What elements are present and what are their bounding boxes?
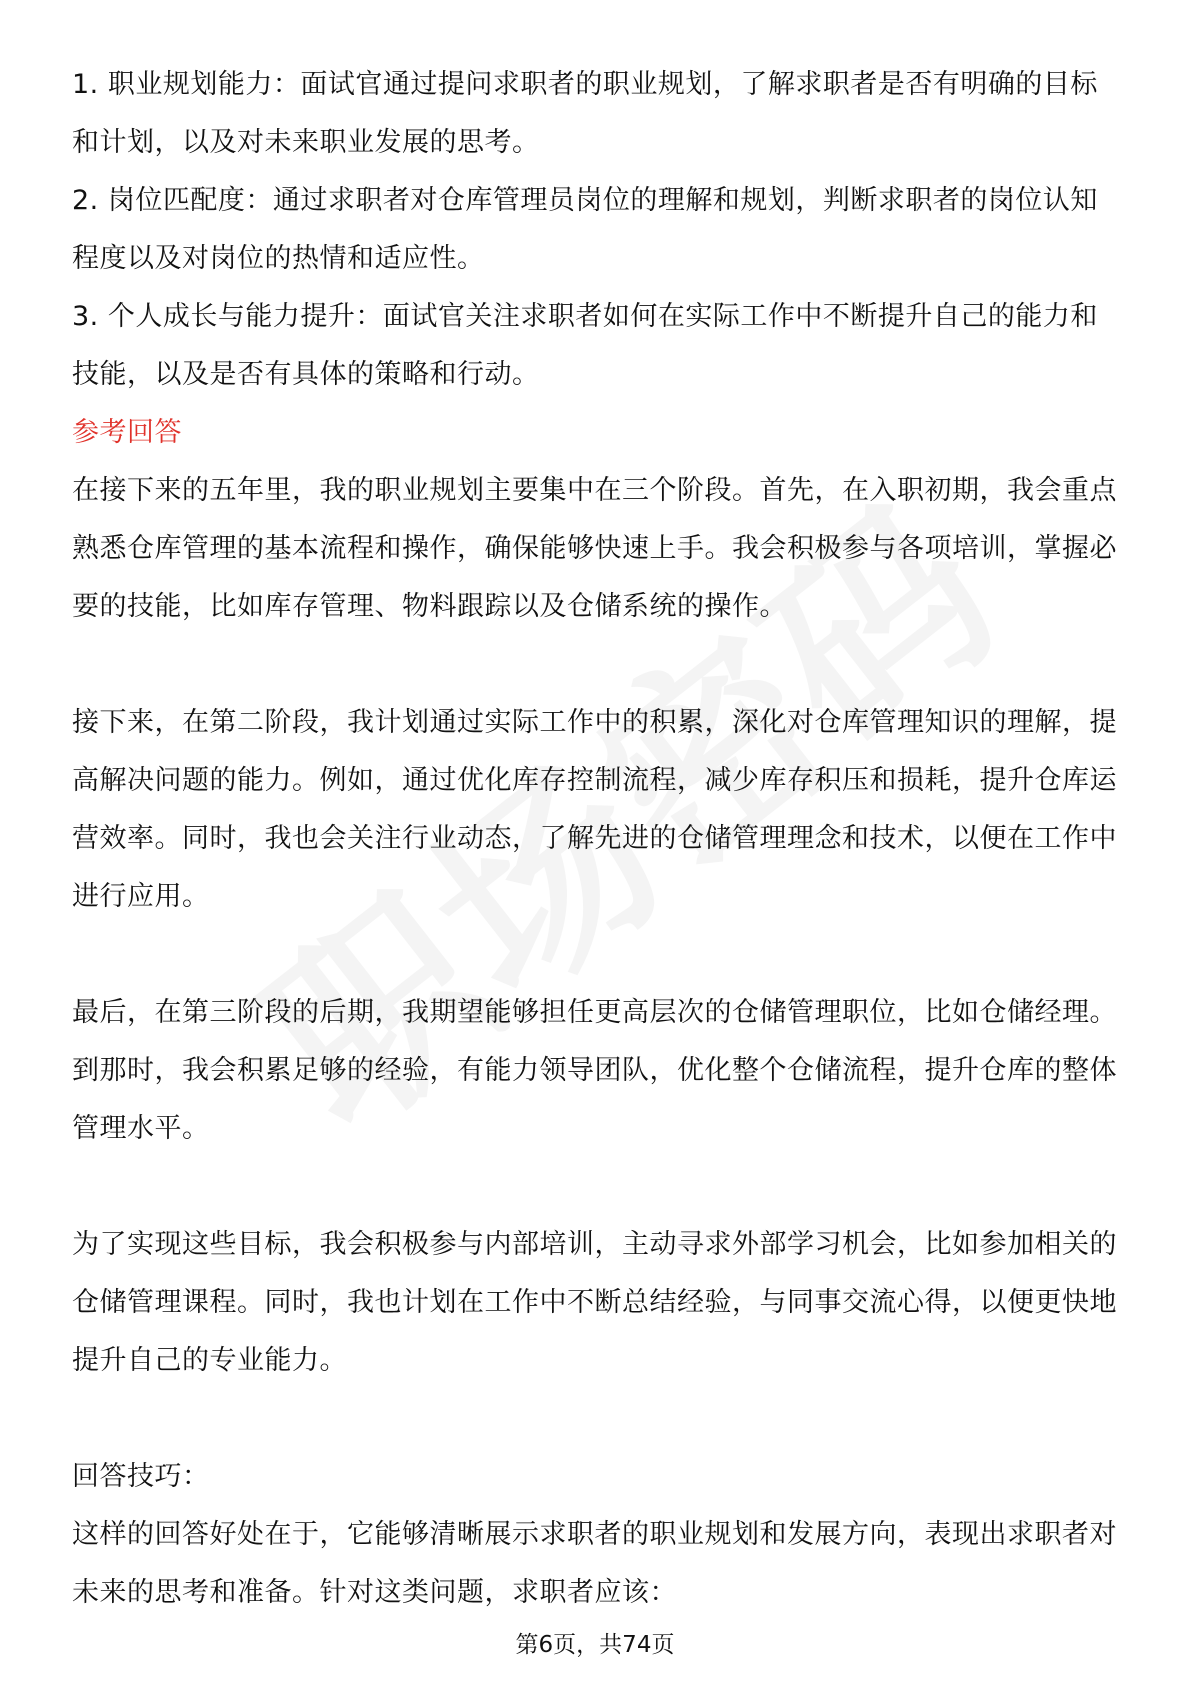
document-body [72, 56, 1122, 1622]
tips-heading: 回答技巧： [72, 1461, 210, 1492]
tips-text: 这样的回答好处在于，它能够清晰展示求职者的职业规划和发展方向，表现出求职者对未来的思考和准备。针对这类问题，求职者应该： [72, 1519, 1117, 1608]
paragraph-gap [72, 1158, 1122, 1216]
criteria-item-3: 3. 个人成长与能力提升：面试官关注求职者如何在实际工作中不断提升自己的能力和技能，以及是否有具体的策略和行动。 [72, 301, 1098, 390]
answer-paragraph-2: 接下来，在第二阶段，我计划通过实际工作中的积累，深化对仓库管理知识的理解，提高解决问题的能力。例如，通过优化库存控制流程，减少库存积压和损耗，提升仓库运营效率。同时，我也会关注行业动态，了解先进的仓储管理理念和技术，以便在工作中进行应用。 [72, 707, 1117, 912]
criteria-item-1: 1. 职业规划能力：面试官通过提问求职者的职业规划，了解求职者是否有明确的目标和计划，以及对未来职业发展的思考。 [72, 69, 1098, 158]
answer-paragraph-4: 为了实现这些目标，我会积极参与内部培训，主动寻求外部学习机会，比如参加相关的仓储管理课程。同时，我也计划在工作中不断总结经验，与同事交流心得，以便更快地提升自己的专业能力。 [72, 1229, 1117, 1376]
page-footer: 第6页，共74页 [515, 1632, 675, 1658]
paragraph-gap [72, 926, 1122, 984]
reference-answer-heading: 参考回答 [72, 417, 182, 448]
answer-paragraph-3: 最后，在第三阶段的后期，我期望能够担任更高层次的仓储管理职位，比如仓储经理。到那时，我会积累足够的经验，有能力领导团队，优化整个仓储流程，提升仓库的整体管理水平。 [72, 997, 1117, 1144]
answer-paragraph-1: 在接下来的五年里，我的职业规划主要集中在三个阶段。首先，在入职初期，我会重点熟悉仓库管理的基本流程和操作，确保能够快速上手。我会积极参与各项培训，掌握必要的技能，比如库存管理、物料跟踪以及仓储系统的操作。 [72, 475, 1117, 622]
paragraph-gap [72, 636, 1122, 694]
paragraph-gap [72, 1390, 1122, 1448]
criteria-item-2: 2. 岗位匹配度：通过求职者对仓库管理员岗位的理解和规划，判断求职者的岗位认知程度以及对岗位的热情和适应性。 [72, 185, 1098, 274]
